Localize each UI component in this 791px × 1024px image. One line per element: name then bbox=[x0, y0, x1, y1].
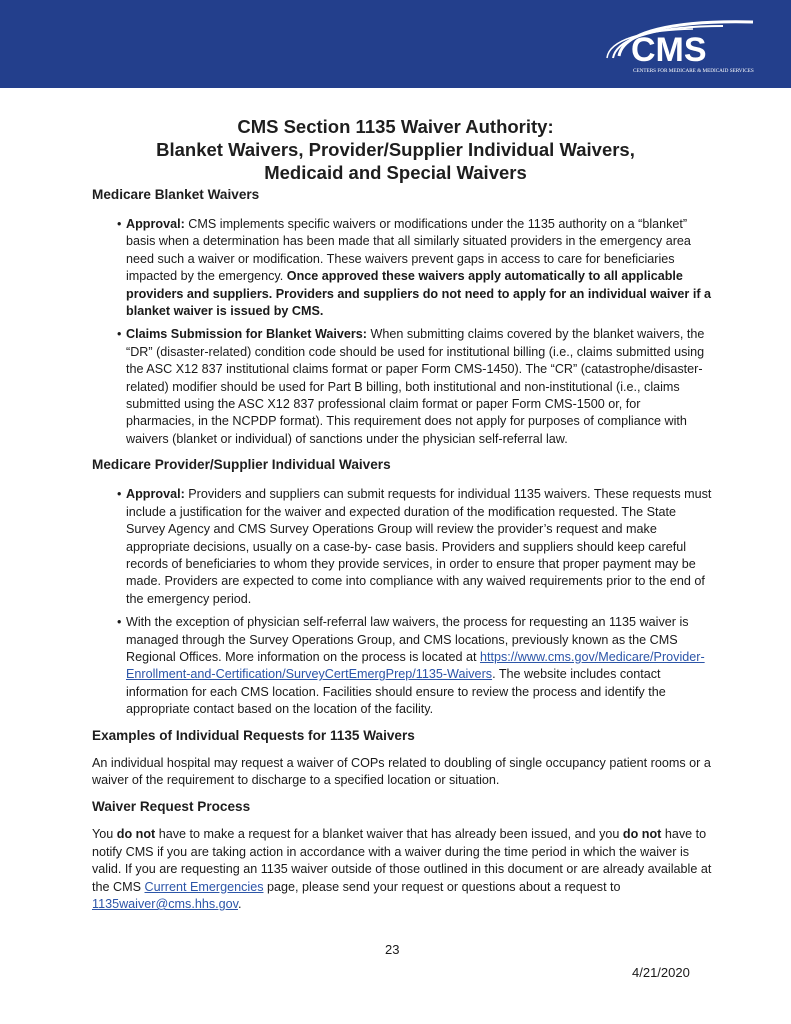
page-title bbox=[60, 115, 731, 184]
title-line-3: Medicaid and Special Waivers bbox=[264, 162, 527, 183]
logo-wordmark: CMS bbox=[631, 31, 707, 69]
document-body bbox=[92, 186, 712, 913]
list-item bbox=[92, 216, 712, 320]
heading-individual-waivers: Medicare Provider/Supplier Individual Waivers bbox=[92, 457, 391, 473]
process-paragraph bbox=[92, 826, 712, 913]
item-bold-text: Once approved these waivers apply automatically to all applicable providers and suppliers. Providers and suppliers do not need to apply for an individual waiver if a blanket waiver is issued by CMS. bbox=[126, 269, 712, 319]
process-text: have to notify CMS if you are taking action in accordance with a waiver during the time period in which the waiver is valid. If you are requesting an 1135 waiver outside of those outlined in this document or are already available at the CMS bbox=[92, 827, 712, 894]
item-label: Approval: bbox=[126, 487, 185, 502]
process-text: . bbox=[238, 897, 242, 911]
cms-logo bbox=[593, 14, 773, 76]
heading-waiver-request-process: Waiver Request Process bbox=[92, 799, 251, 815]
process-text: have to make a request for a blanket waiver that has already been issued, and you bbox=[155, 827, 623, 842]
heading-medicare-blanket-waivers: Medicare Blanket Waivers bbox=[92, 187, 260, 202]
bullet-icon: • bbox=[117, 487, 122, 502]
list-item bbox=[92, 486, 712, 608]
header-band bbox=[0, 0, 791, 88]
individual-waivers-list bbox=[92, 486, 712, 718]
item-label: Claims Submission for Blanket Waivers: bbox=[126, 327, 367, 342]
item-text: CMS implements specific waivers or modifications under the 1135 authority on a “blanket” basis when a determination has been made that all similarly situated providers in the emergency area need such a waiver or modification. These waivers prevent gaps in access to care for beneficiaries impacted by the emergency. bbox=[126, 217, 691, 284]
heading-examples: Examples of Individual Requests for 1135 Waivers bbox=[92, 727, 415, 743]
page-number: 23 bbox=[385, 942, 400, 957]
list-item bbox=[92, 326, 712, 448]
blanket-waivers-list bbox=[92, 216, 712, 448]
title-line-1: CMS Section 1135 Waiver Authority: bbox=[237, 116, 554, 137]
logo-tagline: CENTERS FOR MEDICARE & MEDICAID SERVICES bbox=[633, 68, 754, 74]
process-bold: do not bbox=[116, 827, 156, 842]
cms-logo-icon bbox=[593, 14, 773, 76]
bullet-icon: • bbox=[117, 615, 122, 630]
process-text: You bbox=[92, 827, 117, 842]
process-bold: do not bbox=[622, 827, 662, 842]
process-text: page, please send your request or questions about a request to bbox=[263, 879, 621, 894]
item-text: With the exception of physician self-referral law waivers, the process for requesting an 1135 waiver is managed through the Survey Operations Group, and CMS locations, previously known as the CMS Regional Offices. More information on the process is located at bbox=[126, 615, 689, 664]
title-line-2: Blanket Waivers, Provider/Supplier Individual Waivers, bbox=[156, 139, 635, 160]
item-label: Approval: bbox=[126, 217, 185, 231]
page-date: 4/21/2020 bbox=[632, 965, 690, 980]
item-text: When submitting claims covered by the blanket waivers, the “DR” (disaster-related) condition code should be used for institutional billing (i.e., claims submitted using the ASC X12 837 institutional claims format or paper Form CMS-1450). The “CR” (catastrophe/disaster-related) modifier should be used for Part B billing, both institutional and non-institutional (i.e., claims submitted using the ASC X12 837 professional claim format or paper Form CMS-1500 or, for pharmacies, in the NCPDP format). This requirement does not apply for purposes of compliance with waivers (blanket or individual) of sanctions under the physician self-referral law. bbox=[126, 327, 705, 446]
examples-paragraph: An individual hospital may request a waiver of COPs related to doubling of single occupancy patient rooms or a waiver of the requirement to discharge to a specified location or situation. bbox=[92, 755, 711, 787]
email-link[interactable]: 1135waiver@cms.hhs.gov bbox=[92, 897, 239, 911]
bullet-icon: • bbox=[117, 327, 122, 342]
list-item bbox=[92, 614, 712, 718]
current-emergencies-link[interactable]: Current Emergencies bbox=[144, 879, 264, 894]
item-text: Providers and suppliers can submit requests for individual 1135 waivers. These requests must include a justification for the waiver and expected duration of the modification requested. The State Survey Agency and CMS Survey Operations Group will review the provider’s request and make appropriate decisions, usually on a case-by- case basis. Providers and suppliers should keep careful records of beneficiaries to whom they provide services, in order to ensure that proper payment may be made. Providers are expected to come into compliance with any waived requirements prior to the end of the emergency period. bbox=[126, 487, 712, 606]
bullet-icon: • bbox=[117, 217, 122, 231]
item-text-after: . The website includes contact information for each CMS location. Facilities should ensure to review the process and identify the appropriate contact based on the location of the facility. bbox=[126, 667, 666, 717]
cms-1135-waivers-link[interactable]: https://www.cms.gov/Medicare/Provider-Enrollment-and-Certification/SurveyCertEmergPrep/1135-Waivers bbox=[126, 649, 705, 682]
